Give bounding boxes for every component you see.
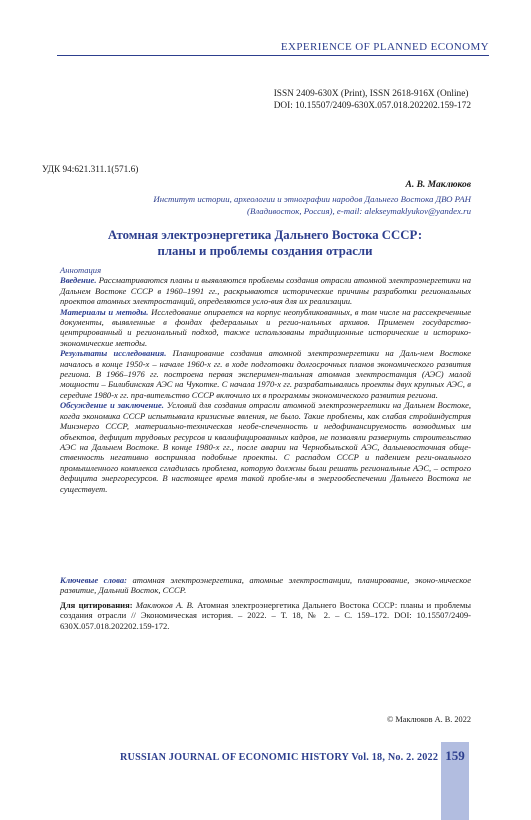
- abstract-discussion: [60, 400, 471, 494]
- introduction-text: Рассматриваются планы и выявляются проблемы создания отрасли атомной электроэнергетики на Дальнем Востоке СССР в 1960–1991 гг., раскрываются исторические причины разработки региональных проектов атомных электростанций, определяются усло-вия для их реализации.: [60, 275, 471, 307]
- methods-label: Материалы и методы.: [60, 306, 149, 317]
- doi-line: DOI: 10.15507/2409-630X.057.018.202202.159-172: [273, 101, 471, 111]
- affiliation-location-email: (Владивосток, Россия), e-mail: alekseymaklyukov@yandex.ru: [247, 205, 471, 216]
- keywords: [60, 575, 471, 596]
- copyright: © Маклюков А. В. 2022: [387, 715, 471, 724]
- affiliation-institute: Институт истории, археологии и этнографии народов Дальнего Востока ДВО РАН: [153, 194, 471, 204]
- keywords-text: атомная электроэнергетика, атомные электростанции, планирование, эконо-мическое развитие, Дальний Восток, СССР.: [60, 575, 471, 596]
- keywords-label: Ключевые слова:: [60, 575, 127, 585]
- abstract: [60, 265, 471, 494]
- citation-label: Для цитирования:: [60, 600, 133, 610]
- citation-author: Маклюков А. В.: [135, 600, 194, 610]
- journal-footer: [120, 752, 438, 763]
- section-header: EXPERIENCE OF PLANNED ECONOMY: [280, 41, 489, 53]
- title-line-1: Атомная электроэнергетика Дальнего Востока СССР:: [107, 228, 423, 242]
- page-number-tab: [441, 742, 469, 820]
- results-label: Результаты исследования.: [60, 348, 167, 359]
- issn-line: ISSN 2409-630X (Print), ISSN 2618-916X (Online): [273, 89, 469, 99]
- title-line-2: планы и проблемы создания отрасли: [157, 244, 373, 258]
- introduction-label: Введение.: [60, 275, 97, 286]
- abstract-introduction: [60, 275, 471, 306]
- abstract-heading: Аннотация: [60, 265, 102, 275]
- abstract-results: [60, 348, 471, 400]
- header-divider: [57, 55, 489, 56]
- citation: [60, 600, 471, 631]
- udc-code: УДК 94:621.311.1(571.6): [42, 165, 139, 175]
- issn-block: [274, 88, 471, 112]
- discussion-text: Условий для создания отрасли атомной электроэнергетики на Дальнем Востоке, когда экономика СССР испытывала кризисные явления, не было. Такие проблемы, как слабая стройиндустрия Минэнерго СССР, материально-техническая необе-спеченность и недофинансируемость возводимых им объектов, дефицит трудовых ресурсов и квалифицированных кадров, не позволяли развернуть строительство АЭС на Дальнем Востоке. В конце 1980-х гг., после аварии на Чернобыльской АЭС, дальневосточная обще-ственность негативно восприняла подобные проекты. С распадом СССР и падением реги-онального промышленного комплекса сгладилась проблема, которую должны были решать региональные АЭС, – острого дефицита энергоресурсов. В настоящее время такой пробле-мы в энергообеспечении Дальнего Востока не существует.: [60, 400, 472, 494]
- abstract-methods: [60, 307, 471, 349]
- journal-name: RUSSIAN JOURNAL OF ECONOMIC HISTORY: [120, 752, 349, 763]
- results-text: Планирование создания атомной электроэнергетики на Даль-нем Востоке началось в конце 1950-х – начале 1960-х гг. в ходе подготовки долгосрочных планов экономического развития региона. В 1966–1976 гг. построена первая эксперимен-тальная атомная электростанция (АЭС) малой мощности – Билибинская АЭС на Чукотке. С начала 1970-х гг. разрабатывались проекты двух крупных АЭС, в середине 1980-х гг. пра-вительство СССР включило их в программы экономического развития региона.: [60, 348, 471, 400]
- journal-volume: Vol. 18, No. 2. 2022: [351, 752, 439, 763]
- page-number: 159: [445, 748, 465, 763]
- methods-text: Исследование опирается на корпус неопубликованных, в том числе на рассекреченные документы, выявленные в фондах федеральных и регио-нальных архивов. Применен государство-центрированный и региональный подход, также использованы традиционные исторические и историко-экономические методы.: [60, 306, 472, 348]
- citation-text: Атомная электроэнергетика Дальнего Востока СССР: планы и проблемы создания отрасли // Экономическая история. – 2022. – Т. 18, № 2. – С. 159–172. DOI: 10.15507/2409-630X.057.018.202202.159-172.: [60, 600, 471, 631]
- discussion-label: Обсуждение и заключение.: [60, 400, 164, 411]
- author-name: А. В. Маклюков: [405, 180, 471, 190]
- author-affiliation: [51, 194, 471, 217]
- article-title: [60, 227, 470, 259]
